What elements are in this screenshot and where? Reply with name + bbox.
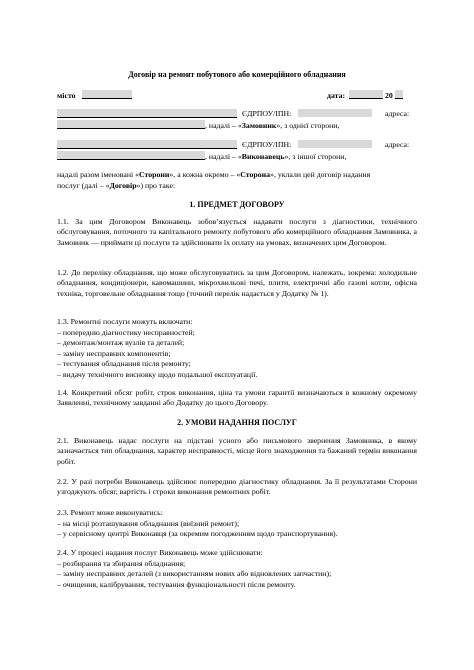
- list-item: – у сервісному центрі Виконавця (за окремим погодженням щодо транспортування).: [57, 529, 338, 538]
- paragraph-1-4: 1.4. Конкретний обсяг робіт, строк виконання, ціна та умови гарантії визначаються в кожному окремому Заявленні, технічному завданні або Додатку до цього Договору.: [57, 388, 417, 408]
- list-item: – розбирання та збирання обладнання;: [57, 558, 186, 568]
- document-title: Договір на ремонт побутового або комерційного обладнання: [128, 70, 346, 79]
- date-field[interactable]: [349, 90, 383, 99]
- party1-address: [385, 109, 409, 119]
- list-item: – демонтаж/монтаж вузлів та деталей;: [57, 338, 185, 347]
- date-label: дата:: [327, 91, 346, 100]
- party2-role: Виконавець: [241, 152, 285, 161]
- party1-line1: [57, 109, 237, 120]
- list-item: – попередню діагностику несправностей;: [57, 327, 195, 337]
- paragraph-2-2: 2.2. У разі потреби Виконавець здійснює попередню діагностику обладнання. За її результатами Сторони узгоджують обсяг, вартість і строки виконання ремонтних робіт.: [57, 477, 417, 497]
- party1-address-label: адреса:: [385, 109, 410, 118]
- party2-address-field[interactable]: [57, 151, 205, 160]
- paragraph-2-3-intro: 2.3. Ремонт може виконуватись:: [57, 508, 163, 517]
- party1-edrpou-field[interactable]: [298, 109, 372, 117]
- party2-line1: [57, 140, 237, 151]
- city-row: [57, 90, 132, 101]
- party1-name-field[interactable]: [57, 109, 237, 118]
- party2-address-label: адреса:: [385, 140, 410, 149]
- city-label: місто: [57, 91, 76, 100]
- party1-line2: , надалі – «Замовник», з однієї сторони,: [57, 120, 339, 131]
- paragraph-2-1: 2.1. Виконавець надає послуги на підставі усного або письмового звернення Замовника, в якому зазначається тип обладнання, характер несправності, місце його знаходження та бажаний термін виконання робіт.: [57, 436, 417, 466]
- party2-edrpou-label: ЄДРПОУ/ІПН:: [242, 140, 292, 149]
- paragraph-2-4-intro: 2.4. У процесі надання послуг Виконавець може здійснювати:: [57, 548, 263, 557]
- paragraph-1-2: 1.2. До переліку обладнання, що може обслуговуватись за цим Договором, належать, зокрема: холодильне обладнання, кондиціонери, кавомашини, мікрохвильові печі, плити, електричні або газові котли, офісна техніка, торговельне обладнання тощо (точний перелік надається у Додатку № 1).: [57, 268, 417, 298]
- party2-address: [385, 140, 409, 150]
- party2-edrpou: [242, 140, 372, 150]
- list-item: – тестування обладнання після ремонту;: [57, 359, 191, 368]
- party2-name-field[interactable]: [57, 140, 237, 149]
- date-row: [327, 90, 403, 101]
- list-item: – очищення, калібрування, тестування функціональності після ремонту.: [57, 579, 296, 589]
- party1-role: Замовник: [241, 121, 277, 130]
- list-item: – заміну несправних деталей (з використанням нових або відновлених запчастин);: [57, 569, 332, 578]
- year-field[interactable]: [395, 90, 403, 99]
- section2-title: 2. УМОВИ НАДАННЯ ПОСЛУГ: [177, 418, 297, 427]
- list-item: – на місці розташування обладнання (виїзний ремонт);: [57, 518, 240, 528]
- list-item: – видачу технічного висновку щодо подальшої експлуатації.: [57, 369, 258, 379]
- party2-edrpou-field[interactable]: [298, 140, 372, 148]
- list-item: – заміну несправних компонентів;: [57, 348, 171, 358]
- section1-title: 1. ПРЕДМЕТ ДОГОВОРУ: [189, 200, 285, 209]
- party1-edrpou-label: ЄДРПОУ/ІПН:: [242, 109, 292, 118]
- year-prefix: 20: [384, 91, 393, 100]
- paragraph-1-1: 1.1. За цим Договором Виконавець зобов’язується надавати послуги з діагностики, технічного обслуговування, поточного та капітального ремонту побутового або комерційного обладнання Замовника, а Замовник — приймати ці послуги та здійснювати їх оплату на умовах, визначених цим Договором.: [57, 217, 417, 247]
- city-field[interactable]: [82, 90, 132, 99]
- paragraph-1-3-intro: 1.3. Ремонтні послуги можуть включати:: [57, 317, 193, 326]
- party1-address-field[interactable]: [57, 120, 205, 129]
- intro-line1: надалі разом іменовані «Сторони», а кожна окремо – «Сторона», уклали цей договір надання: [57, 170, 371, 179]
- party2-line2: , надалі – «Виконавець», з іншої сторони,: [57, 151, 346, 162]
- party1-edrpou: [242, 109, 372, 119]
- intro-line2: послуг (далі – «Договір») про таке:: [57, 181, 176, 190]
